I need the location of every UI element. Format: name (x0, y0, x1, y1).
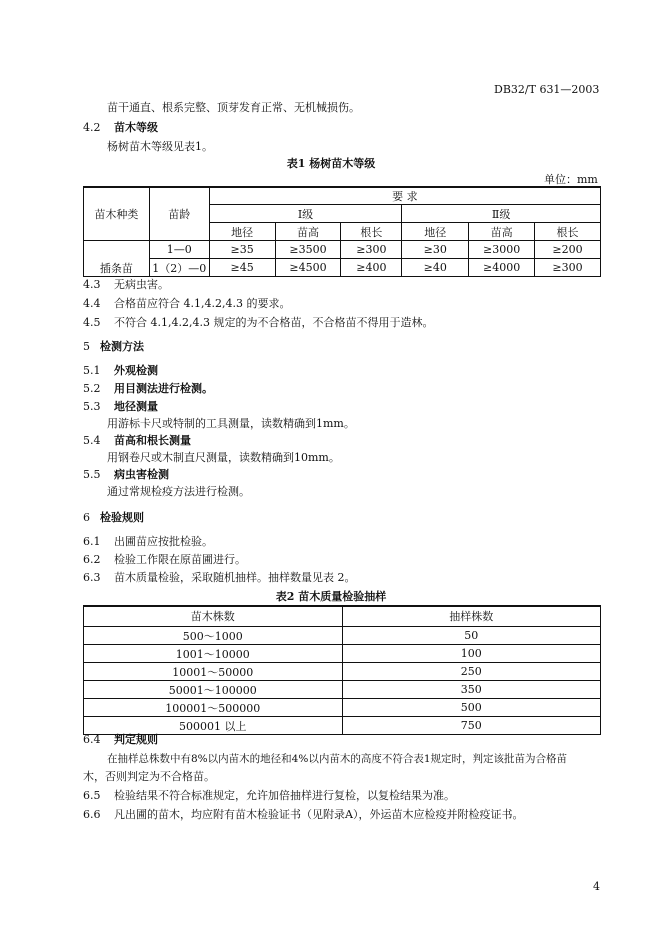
section-4-5-text: 不符合 4.1,4.2,4.3 规定的为不合格苗，不合格苗不得用于造林。 (114, 316, 434, 329)
table2-row (84, 681, 601, 699)
section-6-4-title: 判定规则 (114, 733, 158, 746)
section-5-3-title: 地径测量 (114, 400, 158, 413)
table2-row (84, 645, 601, 663)
table1-cell: ≥4000 (469, 259, 535, 277)
section-6-6-text: 凡出圃的苗木，均应附有苗木检验证书（见附录A），外运苗木应检疫并附检疫证书。 (114, 808, 524, 821)
table2-row (84, 627, 601, 645)
table1-cell: ≥300 (341, 241, 402, 259)
section-4-2-text: 杨树苗木等级见表1。 (107, 140, 213, 153)
table1-col: 根长 (341, 223, 402, 241)
table1-cell: ≥45 (209, 259, 275, 277)
table1-col: 根长 (535, 223, 601, 241)
table2-cell: 350 (342, 681, 600, 699)
section-6-1-number: 6.1 (83, 535, 101, 548)
table2-cell: 500 (342, 699, 600, 717)
document-code: DB32/T 631—2003 (494, 83, 600, 96)
table2-caption: 表2 苗木质量检验抽样 (275, 590, 387, 603)
table1-unit: 单位：mm (544, 173, 598, 186)
section-5-1-number: 5.1 (83, 364, 101, 377)
table2-header: 抽样株数 (342, 606, 600, 627)
section-4-3-text: 无病虫害。 (114, 278, 169, 291)
section-5-4-number: 5.4 (83, 434, 101, 447)
section-5-4-title: 苗高和根长测量 (114, 434, 191, 447)
section-6-2-number: 6.2 (83, 553, 101, 566)
section-4-3-number: 4.3 (83, 278, 101, 291)
table2-header-row (84, 606, 601, 627)
table1 (83, 187, 601, 277)
section-5-3-text: 用游标卡尺或特制的工具测量，读数精确到1mm。 (107, 417, 355, 430)
table1-col: 地径 (209, 223, 275, 241)
table1-cell: ≥3000 (469, 241, 535, 259)
section-6-title: 检验规则 (100, 511, 144, 524)
table1-cell: ≥30 (402, 241, 469, 259)
table2-cell: 10001～50000 (84, 663, 343, 681)
table1-row (84, 241, 601, 259)
section-6-5-text: 检验结果不符合标准规定，允许加倍抽样进行复检，以复检结果为准。 (114, 789, 455, 802)
table1-cell: ≥400 (341, 259, 402, 277)
intro-line: 苗干通直、根系完整、顶芽发育正常、无机械损伤。 (107, 101, 360, 114)
table1-header-row (84, 187, 601, 205)
section-4-2-number: 4.2 (83, 121, 101, 134)
table1-species: 插条苗 (84, 241, 150, 277)
table1-age: 1—0 (149, 241, 209, 259)
section-6-4-line1: 在抽样总株数中有8%以内苗木的地径和4%以内苗木的高度不符合表1规定时，判定该批苗为合格苗 (107, 753, 567, 765)
table2-cell: 500001 以上 (84, 717, 343, 735)
table1-age-header: 苗龄 (149, 187, 209, 241)
table2-cell: 1001～10000 (84, 645, 343, 663)
table1-cell: ≥4500 (275, 259, 341, 277)
table2-row (84, 699, 601, 717)
section-5-4-text: 用钢卷尺或木制直尺测量，读数精确到10mm。 (107, 451, 340, 464)
section-4-5-number: 4.5 (83, 316, 101, 329)
section-6-4-line2: 木，否则判定为不合格苗。 (83, 770, 215, 783)
table1-grade2: Ⅱ级 (402, 205, 601, 223)
table1-grade1: Ⅰ级 (209, 205, 402, 223)
table1-cell: ≥3500 (275, 241, 341, 259)
section-4-4-number: 4.4 (83, 297, 101, 310)
table1-cell: ≥300 (535, 259, 601, 277)
section-5-title: 检测方法 (100, 340, 144, 353)
table1-cell: ≥40 (402, 259, 469, 277)
table1-cell: ≥35 (209, 241, 275, 259)
section-4-2-title: 苗木等级 (114, 121, 158, 134)
section-6-3-number: 6.3 (83, 571, 101, 584)
section-5-number: 5 (83, 340, 90, 353)
table1-requirement-header: 要 求 (209, 187, 600, 205)
section-6-4-number: 6.4 (83, 733, 101, 746)
page-number: 4 (593, 880, 600, 893)
table1-species-header: 苗木种类 (84, 187, 150, 241)
section-6-5-number: 6.5 (83, 789, 101, 802)
section-6-1-text: 出圃苗应按批检验。 (114, 535, 213, 548)
section-6-number: 6 (83, 511, 90, 524)
table2-cell: 500～1000 (84, 627, 343, 645)
table1-col: 苗高 (469, 223, 535, 241)
table2-row (84, 663, 601, 681)
table1-age: 1（2）—0 (149, 259, 209, 277)
section-6-2-text: 检验工作限在原苗圃进行。 (114, 553, 246, 566)
table1-col: 苗高 (275, 223, 341, 241)
section-5-3-number: 5.3 (83, 400, 101, 413)
section-6-6-number: 6.6 (83, 808, 101, 821)
table2-cell: 750 (342, 717, 600, 735)
section-6-3-text: 苗木质量检验，采取随机抽样。抽样数量见表 2。 (114, 571, 356, 584)
section-5-2-title: 用目测法进行检测。 (114, 382, 213, 395)
table2-cell: 100 (342, 645, 600, 663)
section-5-5-number: 5.5 (83, 468, 101, 481)
section-5-5-title: 病虫害检测 (114, 468, 169, 481)
section-4-4-text: 合格苗应符合 4.1,4.2,4.3 的要求。 (114, 297, 291, 310)
section-5-2-number: 5.2 (83, 382, 101, 395)
table1-cell: ≥200 (535, 241, 601, 259)
table1-row (84, 259, 601, 277)
table1-col: 地径 (402, 223, 469, 241)
table1-caption: 表1 杨树苗木等级 (286, 157, 376, 170)
table2-row (84, 717, 601, 735)
table2 (83, 606, 601, 735)
section-5-5-text: 通过常规检疫方法进行检测。 (107, 485, 250, 498)
table2-cell: 250 (342, 663, 600, 681)
table2-cell: 100001～500000 (84, 699, 343, 717)
table2-header: 苗木株数 (84, 606, 343, 627)
section-5-1-title: 外观检测 (114, 364, 158, 377)
table2-cell: 50 (342, 627, 600, 645)
table2-cell: 50001～100000 (84, 681, 343, 699)
